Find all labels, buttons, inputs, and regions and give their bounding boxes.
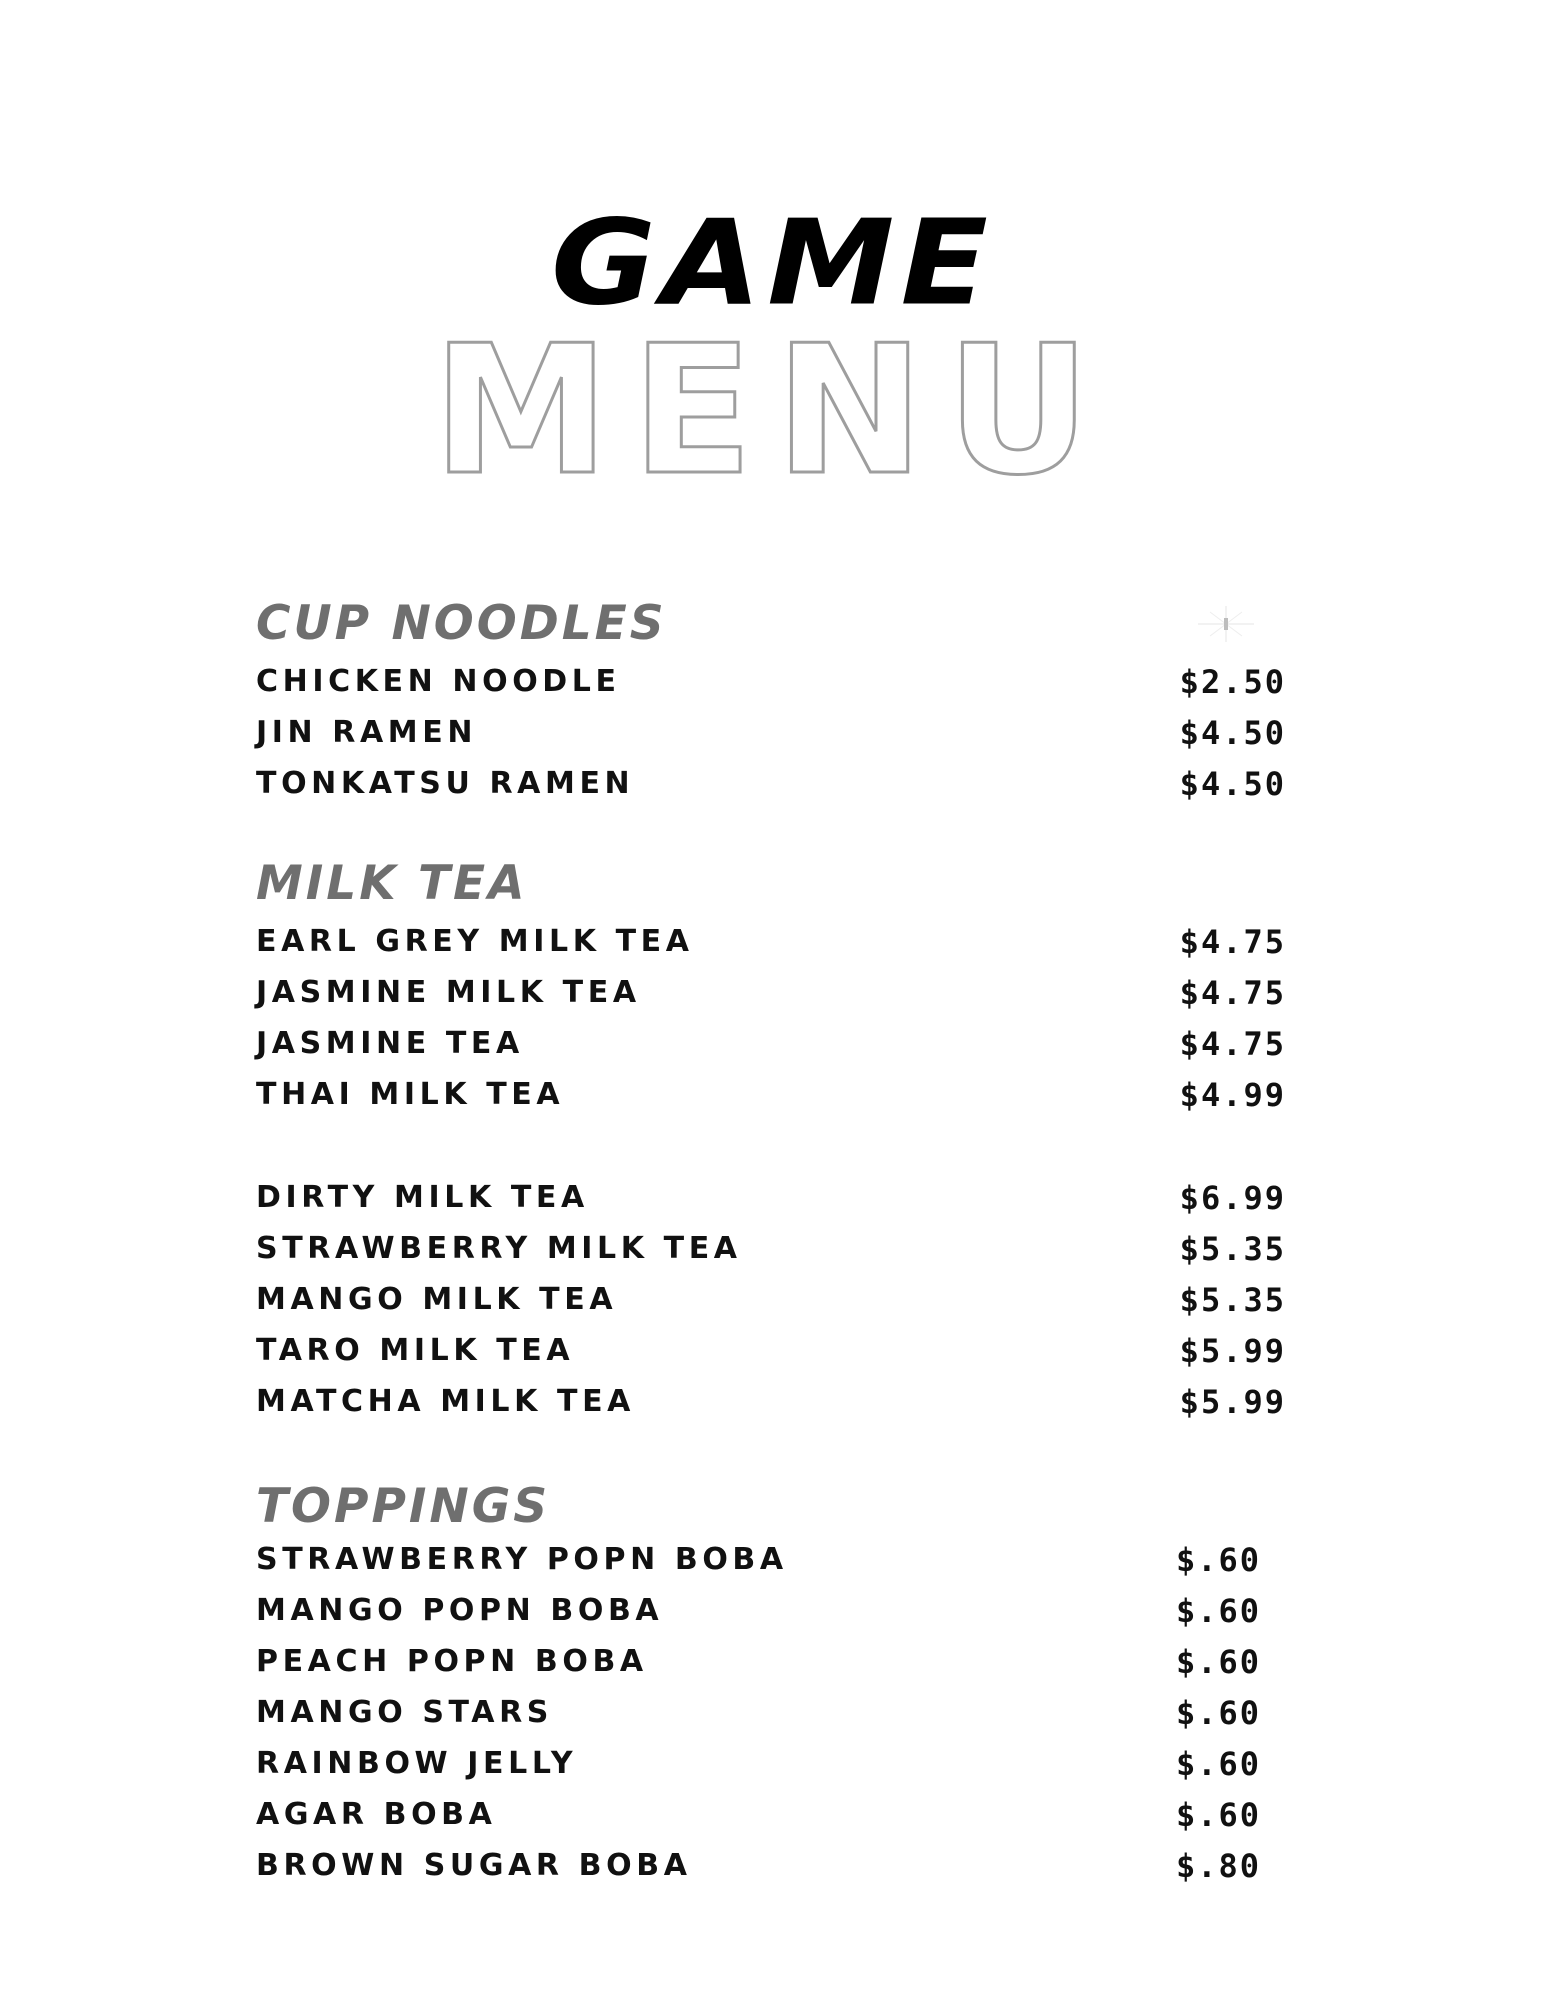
list-item [256, 973, 1286, 1013]
list-item [256, 1591, 1286, 1631]
item-price: $.60 [1176, 1592, 1262, 1630]
item-name: MANGO POPN BOBA [256, 1593, 664, 1628]
list-item [256, 713, 1286, 753]
list-item [256, 1382, 1286, 1422]
list-item [256, 1178, 1286, 1218]
item-price: $5.35 [1179, 1281, 1286, 1319]
list-item [256, 662, 1286, 702]
item-price: $4.75 [1179, 923, 1286, 961]
list-item [256, 764, 1286, 804]
item-price: $.60 [1176, 1643, 1262, 1681]
item-name: CHICKEN NOODLE [256, 664, 621, 699]
title-menu: MENU [432, 307, 1113, 514]
item-price: $5.99 [1179, 1383, 1286, 1421]
list-item [256, 1331, 1286, 1371]
item-name: AGAR BOBA [256, 1797, 497, 1832]
item-price: $4.50 [1179, 765, 1286, 803]
item-name: PEACH POPN BOBA [256, 1644, 648, 1679]
item-name: MANGO MILK TEA [256, 1282, 618, 1317]
item-price: $4.99 [1179, 1076, 1286, 1114]
item-name: JASMINE MILK TEA [256, 975, 641, 1010]
item-name: EARL GREY MILK TEA [256, 924, 694, 959]
item-price: $.80 [1176, 1847, 1262, 1885]
item-name: THAI MILK TEA [256, 1077, 565, 1112]
list-item [256, 1744, 1286, 1784]
item-price: $4.75 [1179, 1025, 1286, 1063]
item-price: $5.35 [1179, 1230, 1286, 1268]
item-name: JIN RAMEN [256, 715, 478, 750]
item-name: JASMINE TEA [256, 1026, 524, 1061]
list-item [256, 1024, 1286, 1064]
list-item [256, 922, 1286, 962]
item-name: DIRTY MILK TEA [256, 1180, 589, 1215]
section-heading-milk-tea: MILK TEA [256, 856, 528, 911]
item-name: TONKATSU RAMEN [256, 766, 635, 801]
item-price: $6.99 [1179, 1179, 1286, 1217]
list-item [256, 1642, 1286, 1682]
item-price: $4.50 [1179, 714, 1286, 752]
list-item [256, 1693, 1286, 1733]
item-price: $2.50 [1179, 663, 1286, 701]
item-name: STRAWBERRY MILK TEA [256, 1231, 742, 1266]
sparkle-icon [1196, 604, 1256, 644]
list-item [256, 1075, 1286, 1115]
item-name: MANGO STARS [256, 1695, 554, 1730]
item-price: $5.99 [1179, 1332, 1286, 1370]
item-price: $4.75 [1179, 974, 1286, 1012]
item-price: $.60 [1176, 1796, 1262, 1834]
list-item [256, 1540, 1286, 1580]
title-game: GAME [551, 195, 994, 333]
item-name: MATCHA MILK TEA [256, 1384, 635, 1419]
section-heading-cup-noodles: CUP NOODLES [256, 596, 667, 651]
item-price: $.60 [1176, 1745, 1262, 1783]
item-name: STRAWBERRY POPN BOBA [256, 1542, 788, 1577]
list-item [256, 1229, 1286, 1269]
list-item [256, 1846, 1286, 1886]
section-heading-toppings: TOPPINGS [256, 1479, 551, 1534]
list-item [256, 1280, 1286, 1320]
item-name: BROWN SUGAR BOBA [256, 1848, 692, 1883]
item-price: $.60 [1176, 1541, 1262, 1579]
item-price: $.60 [1176, 1694, 1262, 1732]
list-item [256, 1795, 1286, 1835]
item-name: RAINBOW JELLY [256, 1746, 578, 1781]
item-name: TARO MILK TEA [256, 1333, 575, 1368]
